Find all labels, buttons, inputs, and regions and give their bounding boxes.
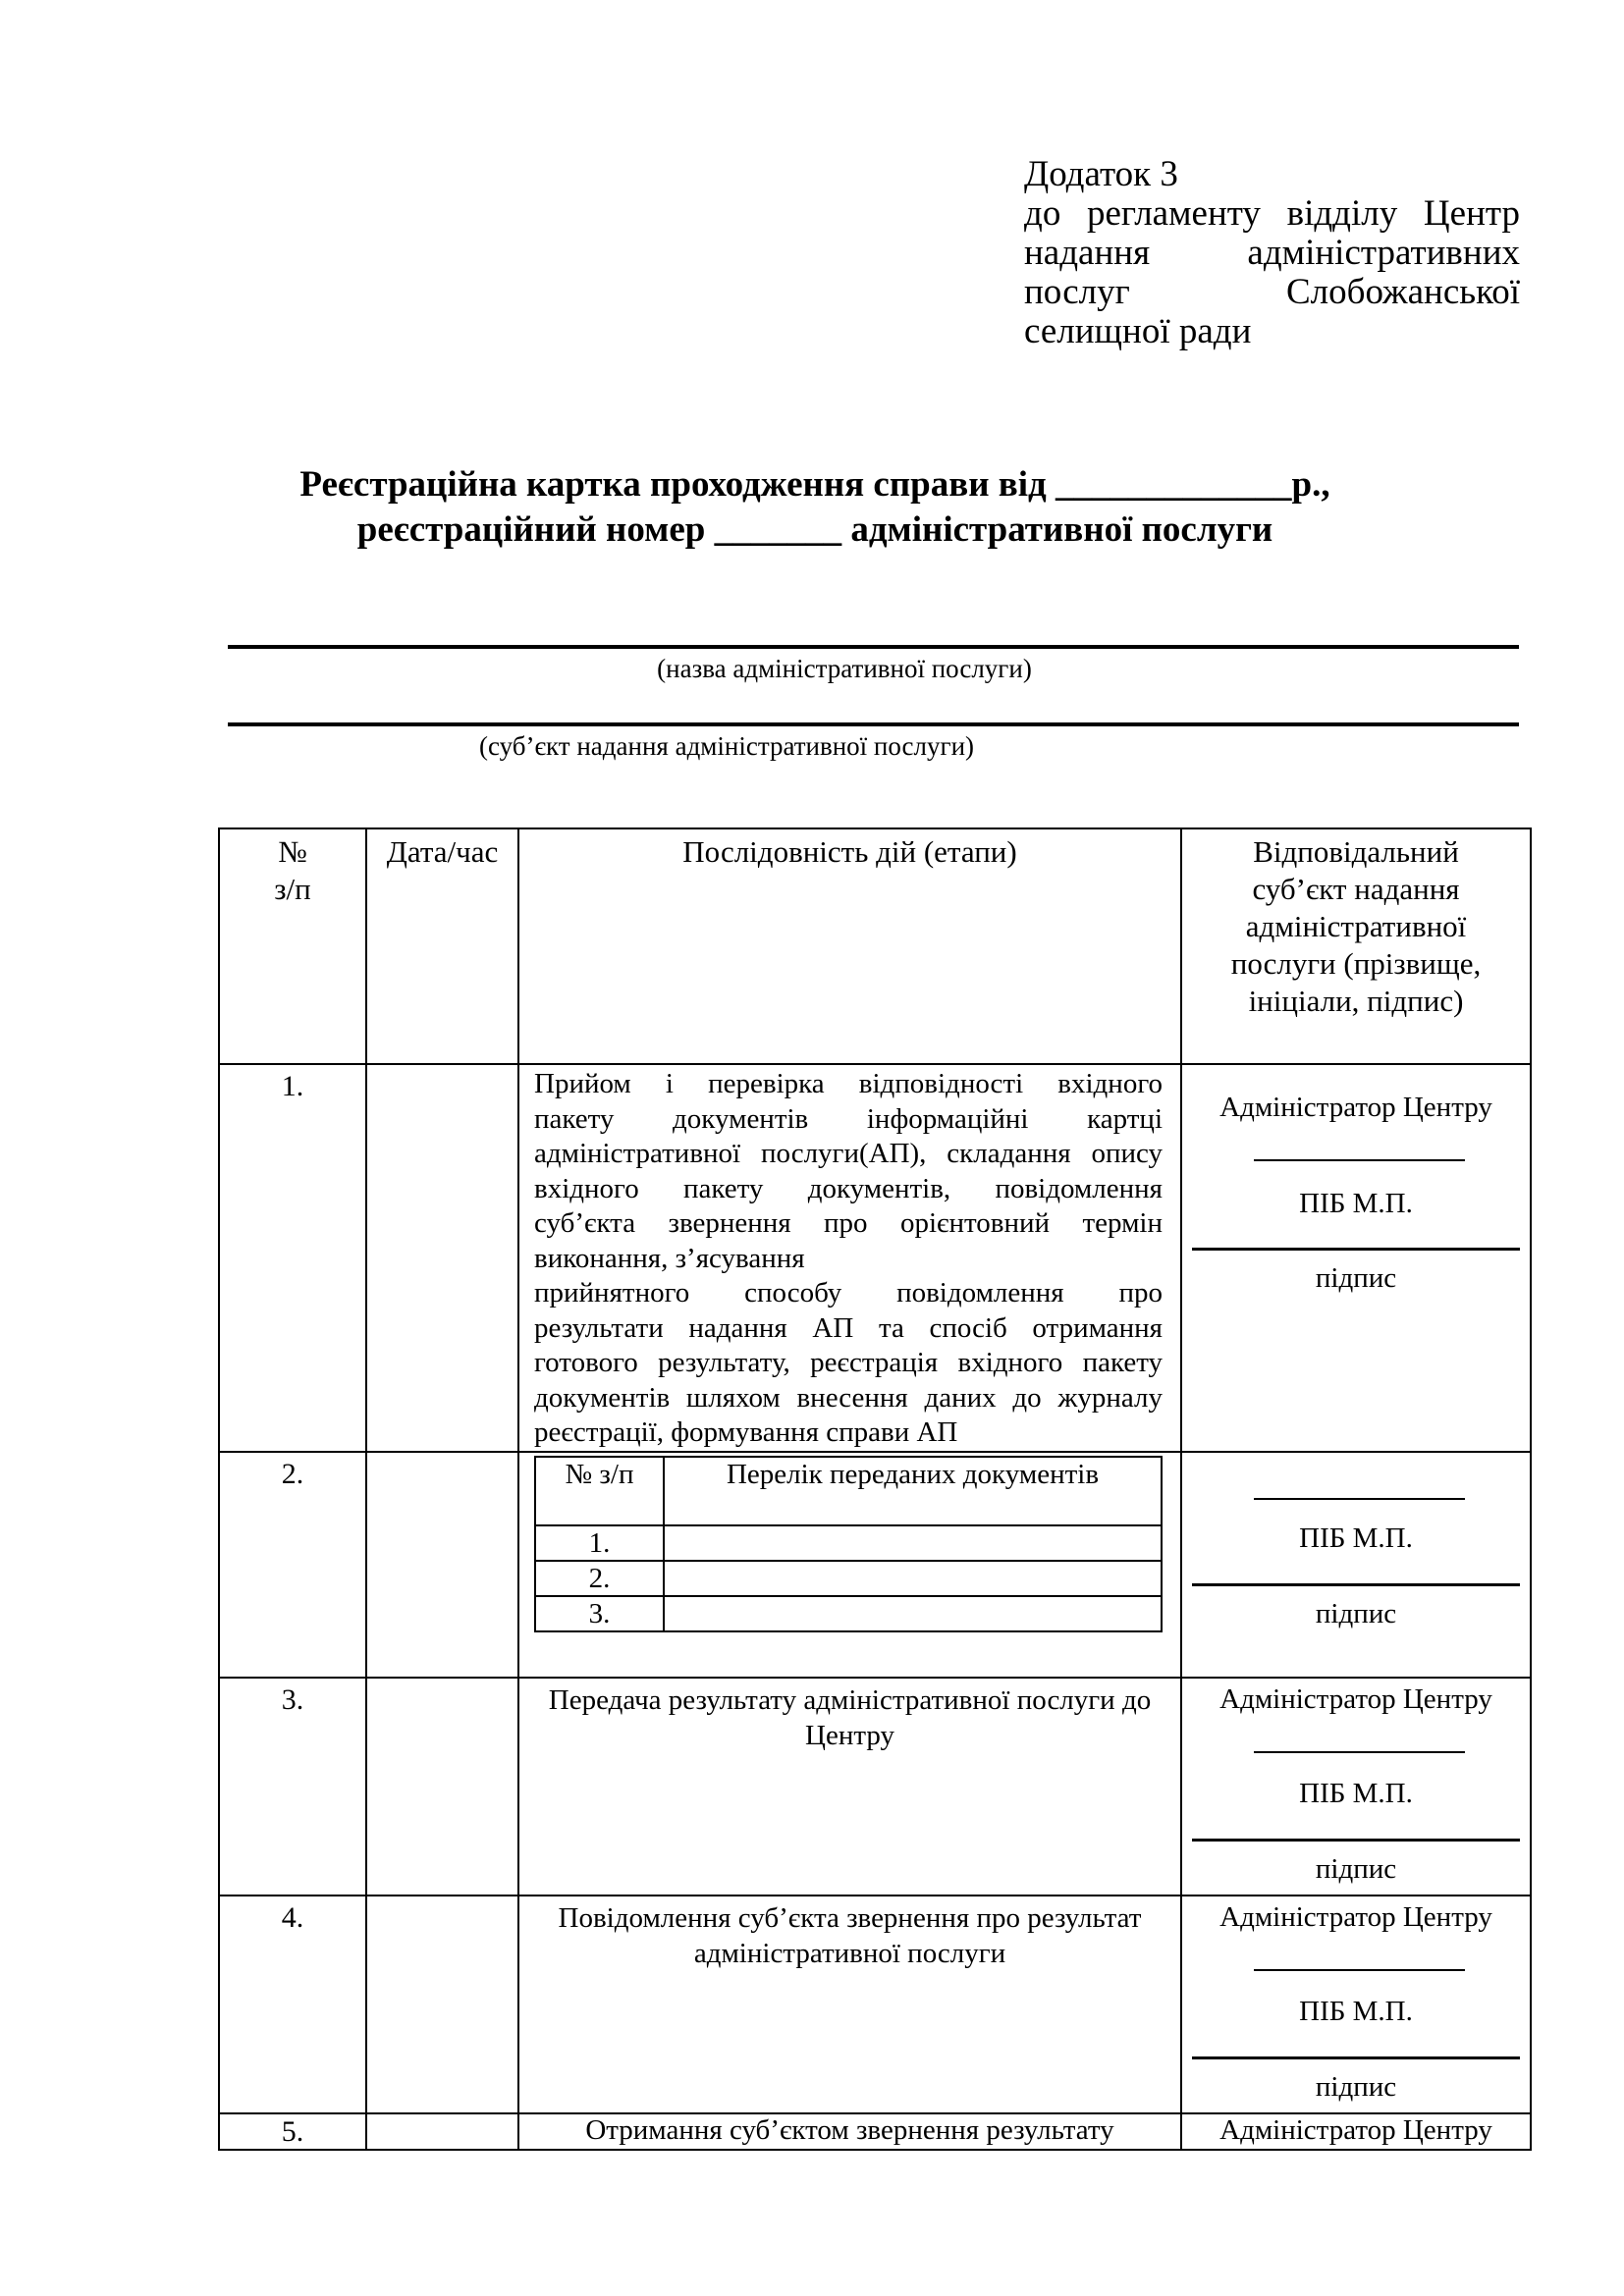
row-action: Передача результату адміністративної послуги до Центру: [518, 1678, 1181, 1896]
action-line: прийнятного способу повідомлення про: [534, 1277, 1163, 1308]
action-line: результати надання АП та спосіб отримання: [534, 1311, 1163, 1344]
documents-row-num: 3.: [535, 1596, 664, 1631]
row-action: Отримання суб’єктом звернення результату: [518, 2113, 1181, 2150]
row-number: 2.: [219, 1452, 366, 1678]
signature-label: підпис: [1315, 1597, 1397, 1629]
row-datetime[interactable]: [366, 1064, 518, 1452]
action-line: пакету документів інформаційні картці: [534, 1102, 1163, 1135]
documents-row-title[interactable]: [664, 1596, 1162, 1631]
documents-row-title[interactable]: [664, 1561, 1162, 1596]
table-row: [219, 1896, 1531, 2113]
action-line: документів шляхом внесення даних до журналу: [534, 1381, 1163, 1414]
signature-line[interactable]: [1192, 1839, 1520, 1842]
action-line: Прийом і перевірка відповідності вхідного: [534, 1068, 1163, 1099]
pib-label: ПІБ М.П.: [1299, 1995, 1413, 2027]
action-line: готового результату, реєстрація вхідного пакету: [534, 1347, 1163, 1378]
row-responsible: Адміністратор Центру: [1181, 2113, 1531, 2150]
signature-blank-line[interactable]: [1254, 1157, 1465, 1161]
documents-row-num: 2.: [535, 1561, 664, 1596]
signature-label: підпис: [1315, 1852, 1397, 1885]
action-line: адміністративної послуги(АП), складання опису: [534, 1138, 1163, 1169]
signature-label: підпис: [1315, 2070, 1397, 2103]
table-header-row: [219, 828, 1531, 1064]
header-responsible: Відповідальний суб’єкт надання адміністративної послуги (прізвище, ініціали, підпис): [1181, 828, 1531, 1064]
header-num: № з/п: [219, 828, 366, 1064]
row-number: 3.: [219, 1678, 366, 1896]
row-datetime[interactable]: [366, 1452, 518, 1678]
signature-blank-line[interactable]: [1254, 1496, 1465, 1500]
service-subject-line: [228, 722, 1519, 726]
row-responsible: [1181, 1896, 1531, 2113]
appendix-line: Додаток 3: [1024, 154, 1178, 194]
action-line: реєстрації, формування справи АП: [534, 1416, 958, 1448]
responsible-name: Адміністратор Центру: [1219, 1900, 1492, 1933]
row-action: Повідомлення суб’єкта звернення про результат адміністративної послуги: [518, 1896, 1181, 2113]
signature-line[interactable]: [1192, 2056, 1520, 2059]
title-line-2: реєстраційний номер _______ адміністративної послуги: [356, 509, 1273, 550]
appendix-line: послуг Слобожанської: [1024, 272, 1520, 312]
signature-blank-line[interactable]: [1254, 1749, 1465, 1753]
service-subject-caption: (суб’єкт надання адміністративної послуги): [478, 731, 975, 761]
table-row: [219, 1678, 1531, 1896]
row-actions: [518, 1064, 1181, 1452]
row-number: 1.: [219, 1064, 366, 1452]
header-actions: Послідовність дій (етапи): [518, 828, 1181, 1064]
pib-label: ПІБ М.П.: [1299, 1188, 1413, 1219]
action-line: суб’єкта звернення про орієнтовний термін: [534, 1207, 1163, 1239]
appendix-block: [1024, 155, 1520, 351]
action-line: виконання, з’ясування: [534, 1242, 805, 1274]
service-name-caption: (назва адміністративної послуги): [657, 654, 1032, 683]
row-datetime[interactable]: [366, 1678, 518, 1896]
documents-row: [535, 1525, 1162, 1561]
row-responsible: [1181, 1064, 1531, 1452]
signature-line[interactable]: [1192, 1248, 1520, 1251]
documents-header-title: Перелік переданих документів: [664, 1457, 1162, 1525]
responsible-name: Адміністратор Центру: [1219, 1682, 1492, 1715]
documents-header-num: № з/п: [535, 1457, 664, 1525]
row-datetime[interactable]: [366, 2113, 518, 2150]
documents-row: [535, 1596, 1162, 1631]
signature-label: підпис: [1315, 1262, 1397, 1294]
documents-row-num: 1.: [535, 1525, 664, 1561]
table-row: [219, 1064, 1531, 1452]
action-line: вхідного пакету документів, повідомлення: [534, 1172, 1163, 1204]
row-documents: [518, 1452, 1181, 1678]
row-number: 5.: [219, 2113, 366, 2150]
service-name-line: [228, 645, 1519, 649]
row-datetime[interactable]: [366, 1896, 518, 2113]
signature-blank-line[interactable]: [1254, 1967, 1465, 1971]
table-row: [219, 1452, 1531, 1678]
responsible-name: Адміністратор Центру: [1219, 1092, 1492, 1123]
document-title: [157, 462, 1473, 553]
signature-line[interactable]: [1192, 1583, 1520, 1586]
registration-table: [218, 828, 1532, 2151]
appendix-line: селищної ради: [1024, 311, 1252, 351]
documents-row: [535, 1561, 1162, 1596]
documents-table: [534, 1456, 1163, 1632]
row-responsible: [1181, 1678, 1531, 1896]
pib-label: ПІБ М.П.: [1299, 1522, 1413, 1554]
documents-header-row: [535, 1457, 1162, 1525]
header-datetime: Дата/час: [366, 828, 518, 1064]
pib-label: ПІБ М.П.: [1299, 1777, 1413, 1809]
appendix-line: надання адміністративних: [1024, 233, 1520, 273]
row-responsible: [1181, 1452, 1531, 1678]
title-line-1: Реєстраційна картка проходження справи від _____________р.,: [299, 464, 1330, 505]
appendix-line: до регламенту відділу Центр: [1024, 193, 1520, 234]
table-row: [219, 2113, 1531, 2150]
row-number: 4.: [219, 1896, 366, 2113]
documents-row-title[interactable]: [664, 1525, 1162, 1561]
